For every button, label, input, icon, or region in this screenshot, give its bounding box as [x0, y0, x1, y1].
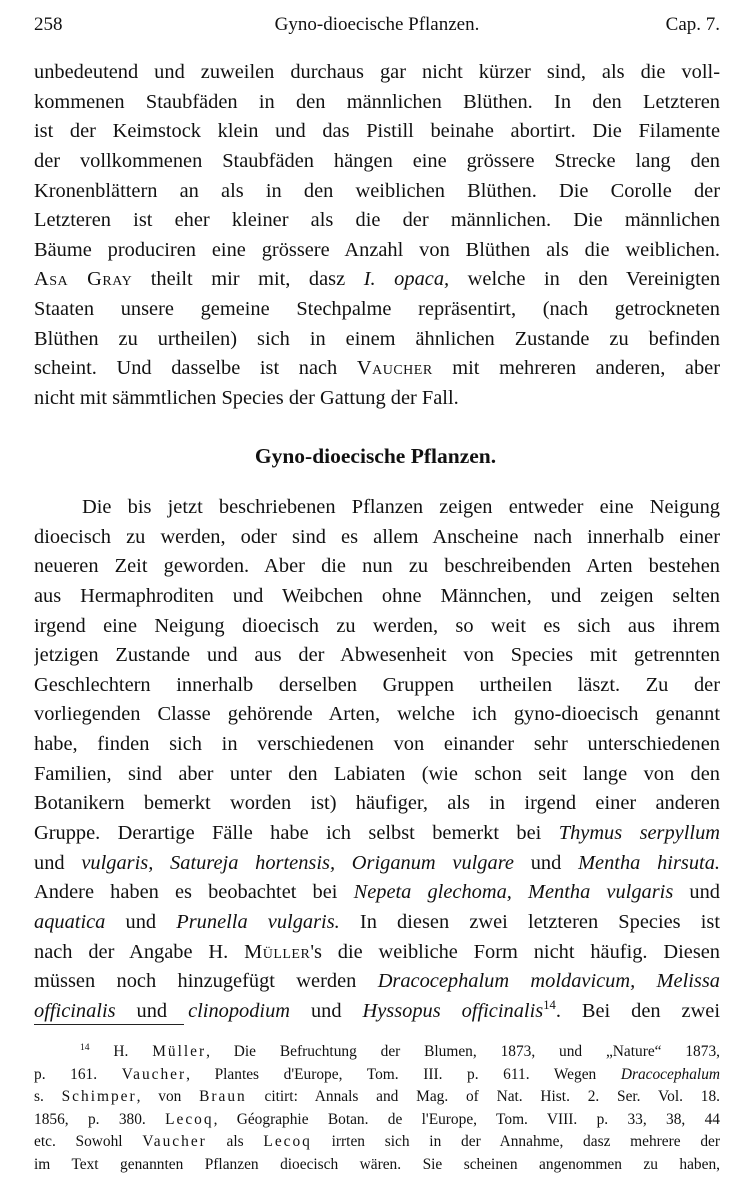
text-run: Botanikern bemerkt worden ist) häufiger, als in irgend einer anderen	[34, 792, 720, 815]
text-line	[34, 552, 720, 582]
text-run: , Géographie Botan. de l'Europe, Tom. VIII. p. 33, 38, 44	[213, 1110, 720, 1128]
text-run: clinopodium	[188, 999, 291, 1022]
text-line	[34, 908, 720, 938]
text-run: citirt: Annals and Mag. of Nat. Hist. 2. Ser. Vol. 18.	[246, 1088, 720, 1106]
text-run: 1856, p. 380.	[34, 1110, 166, 1128]
text-run: unbedeutend und zuweilen durchaus gar nicht kürzer sind, als die voll-	[34, 61, 720, 83]
text-run: Schimper	[61, 1088, 137, 1106]
running-header	[34, 14, 720, 44]
text-line	[34, 117, 720, 147]
text-run: und	[115, 999, 189, 1022]
text-line	[34, 730, 720, 760]
text-run: habe, finden sich in verschiedenen von einander sehr unterschiedenen	[34, 733, 720, 756]
text-run: Vaucher	[121, 1065, 187, 1083]
text-run: und	[105, 910, 177, 933]
text-run: In diesen zwei letzteren Species ist	[339, 910, 720, 933]
text-run: Andere haben es beobachtet bei	[34, 881, 354, 904]
footnote-line	[34, 1109, 720, 1132]
text-line	[34, 384, 720, 414]
text-run: Nepeta glechoma, Mentha vulgaris	[353, 881, 674, 904]
text-run: der vollkommenen Staubfäden hängen eine grössere Strecke lang den	[34, 149, 720, 172]
text-line	[34, 641, 720, 671]
text-run: Mentha hirsuta.	[578, 851, 720, 874]
text-line	[34, 206, 720, 236]
text-run: s.	[34, 1088, 62, 1106]
text-run: , von	[136, 1088, 200, 1106]
text-run: Dracocephalum	[620, 1065, 720, 1083]
text-run: p. 161.	[34, 1065, 122, 1083]
text-run: Kronenblättern an als in den weiblichen Blüthen. Die Corolle der	[34, 179, 720, 202]
running-title: Gyno-dioecische Pflanzen.	[274, 14, 480, 35]
text-run: H.	[89, 1043, 153, 1060]
text-run: mit mehreren anderen, aber	[432, 357, 720, 380]
text-run: Lecoq	[165, 1110, 214, 1128]
footnote-line	[34, 1041, 720, 1064]
text-run: etc. Sowohl	[34, 1133, 143, 1151]
text-run: 's die weibliche Form nicht häufig. Diesen	[310, 940, 720, 963]
footnote-marker: 14	[80, 1041, 90, 1053]
text-run: und	[513, 851, 579, 874]
text-run: Familien, sind aber unter den Labiaten (wie schon seit lange von den	[34, 762, 720, 785]
text-run: Müller	[244, 940, 311, 963]
text-line	[34, 700, 720, 730]
text-line	[34, 236, 720, 266]
text-run: vorliegenden Classe gehörende Arten, welche ich gyno-dioecisch genannt	[34, 703, 720, 726]
text-run: Prunella vulgaris.	[176, 910, 340, 933]
text-run: Müller	[152, 1043, 207, 1060]
footnote-line	[34, 1154, 720, 1177]
text-run: welche in den Vereinigten	[449, 268, 720, 291]
text-run: scheint. Und dasselbe ist nach	[34, 357, 357, 380]
text-run: und	[673, 881, 720, 904]
paragraph-gyno-dioecious	[34, 493, 720, 1027]
text-line	[34, 265, 720, 295]
text-run: Vaucher	[356, 357, 433, 380]
text-line	[34, 878, 720, 908]
text-line	[34, 938, 720, 968]
text-run: nicht mit sämmtlichen Species der Gattung der Fall.	[34, 387, 459, 410]
text-line	[34, 325, 720, 355]
page-number: 258	[34, 14, 63, 35]
text-run: müssen noch hinzugefügt werden	[34, 970, 378, 993]
text-run: Die bis jetzt beschriebenen Pflanzen zeigen entweder eine Neigung	[82, 496, 720, 518]
text-run: Asa Gray	[34, 268, 133, 291]
footnote-rule	[34, 1024, 184, 1025]
text-run: kommenen Staubfäden in den männlichen Blüthen. In den Letzteren	[34, 90, 720, 113]
text-run: irgend eine Neigung dioecisch zu werden, so weit es sich aus ihrem	[34, 614, 720, 637]
footnote-line	[34, 1064, 720, 1087]
text-run: Bäume produciren eine grössere Anzahl von Blüthen als die weiblichen.	[34, 238, 720, 261]
text-run: Thymus serpyllum	[558, 822, 720, 845]
text-run: Hyssopus officinalis	[362, 999, 544, 1022]
text-run: Blüthen zu urtheilen) sich in einem ähnlichen Zustande zu befinden	[34, 327, 720, 350]
text-line	[34, 147, 720, 177]
text-line	[34, 671, 720, 701]
text-run: vulgaris, Satureja hortensis, Origanum vulgare	[81, 851, 514, 874]
text-run: I. opaca,	[363, 268, 450, 291]
text-run: Braun	[199, 1088, 247, 1106]
text-line	[34, 354, 720, 384]
text-run: aquatica	[34, 910, 106, 933]
text-run: Gruppe. Derartige Fälle habe ich selbst bemerkt bei	[34, 822, 559, 845]
text-line	[34, 295, 720, 325]
text-line	[34, 88, 720, 118]
text-run: Letzteren ist eher kleiner als die der männlichen. Die männlichen	[34, 209, 720, 232]
footnote-marker: 14	[543, 998, 556, 1013]
text-line	[34, 493, 720, 523]
text-run: officinalis	[34, 999, 116, 1022]
text-run: als	[206, 1133, 264, 1151]
text-run: Geschlechtern innerhalb derselben Gruppen urtheilen läszt. Zu der	[34, 673, 720, 696]
text-line	[34, 819, 720, 849]
text-line	[34, 612, 720, 642]
text-line	[34, 760, 720, 790]
text-run: neueren Zeit geworden. Aber die nun zu beschreibenden Arten bestehen	[34, 555, 720, 578]
text-line	[34, 789, 720, 819]
text-run: ist der Keimstock klein und das Pistill beinahe abortirt. Die Filamente	[34, 120, 720, 143]
text-line	[34, 967, 720, 997]
text-run: irrten sich in der Annahme, dasz mehrere der	[311, 1133, 720, 1151]
text-run: dioecisch zu werden, oder sind es allem Anscheine nach innerhalb einer	[34, 525, 720, 548]
text-run: und	[34, 851, 82, 874]
text-run: , Plantes d'Europe, Tom. III. p. 611. Wegen	[186, 1065, 621, 1083]
text-run: , Die Befruchtung der Blumen, 1873, und „Nature“ 1873,	[206, 1043, 720, 1060]
text-run: und	[290, 999, 363, 1022]
section-heading: Gyno-dioecische Pflanzen.	[254, 444, 497, 468]
footnote-line	[34, 1131, 720, 1154]
text-run: theilt mir mit, dasz	[132, 268, 364, 291]
text-run: jetzigen Zustande und aus der Abwesenheit von Species mit getrennten	[34, 644, 720, 667]
text-run: Lecoq	[263, 1133, 312, 1151]
text-line	[34, 177, 720, 207]
text-run: Vaucher	[142, 1133, 207, 1151]
text-run: . Bei den zwei	[555, 999, 720, 1022]
footnote-line	[34, 1086, 720, 1109]
text-run: Dracocephalum moldavicum, Melissa	[377, 970, 720, 993]
text-line	[34, 523, 720, 553]
paragraph-continuation	[34, 58, 720, 414]
text-line	[34, 58, 720, 88]
chapter-label: Cap. 7.	[665, 14, 720, 35]
footnote-block	[34, 1041, 720, 1177]
text-run: Staaten unsere gemeine Stechpalme repräsentirt, (nach getrockneten	[34, 298, 720, 321]
text-line	[34, 997, 720, 1027]
text-run: aus Hermaphroditen und Weibchen ohne Männchen, und zeigen selten	[34, 584, 720, 607]
text-run: nach der Angabe H.	[34, 940, 245, 963]
text-line	[34, 582, 720, 612]
text-line	[34, 849, 720, 879]
text-run: im Text genannten Pflanzen dioecisch wären. Sie scheinen angenommen zu haben,	[34, 1155, 720, 1173]
